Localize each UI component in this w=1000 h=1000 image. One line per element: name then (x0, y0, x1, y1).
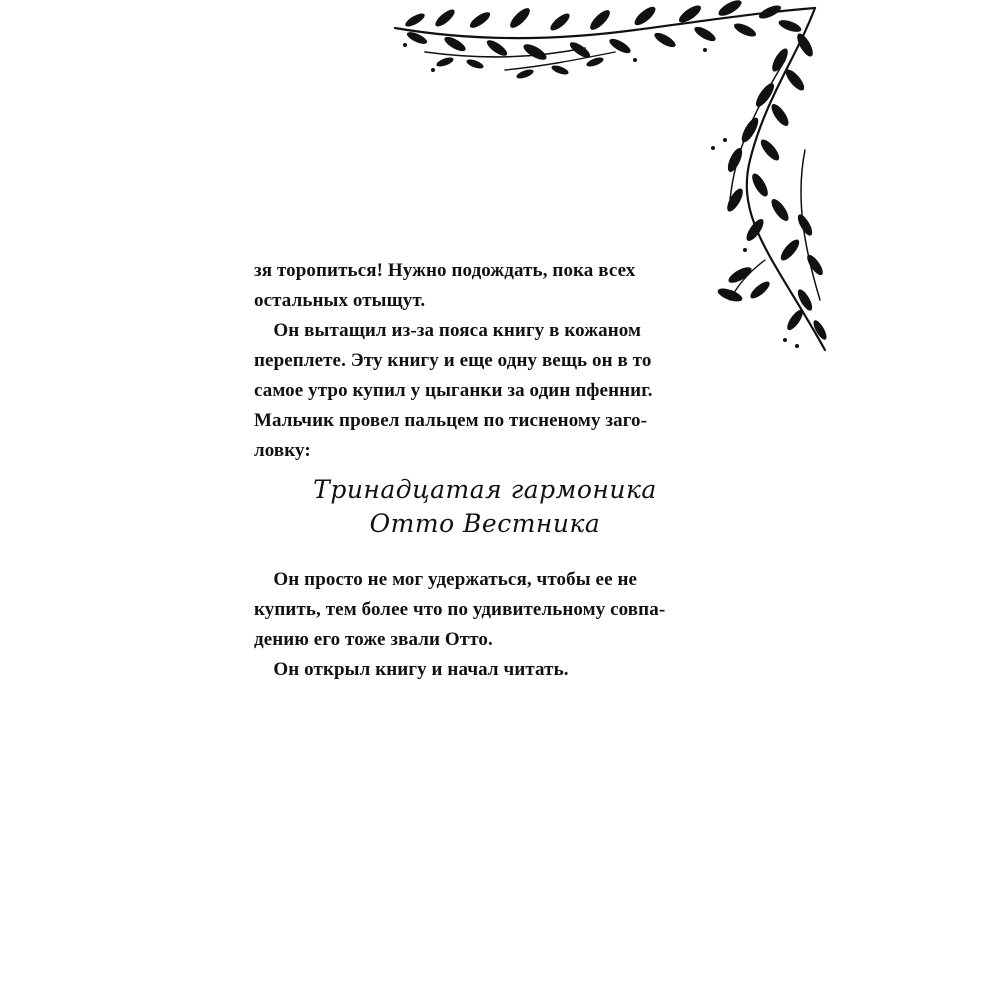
paragraph-block-before-title (254, 256, 716, 466)
book-title (254, 473, 716, 541)
text-line: зя торопиться! Нужно подождать, пока всех (254, 260, 636, 281)
text-line: дению его тоже звали Отто. (254, 629, 493, 650)
text-line: Он вытащил из-за пояса книгу в кожаном (254, 320, 642, 341)
text-line: Он открыл книгу и начал читать. (254, 659, 569, 680)
paragraph-block-after-title (254, 565, 716, 685)
text-line: переплете. Эту книгу и еще одну вещь он в то (254, 350, 652, 371)
book-title-line-2: Отто Вестника (369, 509, 601, 538)
text-line: ловку: (254, 440, 311, 461)
text-line: остальных отыщут. (254, 290, 426, 311)
text-line: купить, тем более что по удивительному совпа- (254, 599, 666, 620)
book-title-line-1: Тринадцатая гармоника (313, 475, 657, 504)
text-line: Он просто не мог удержаться, чтобы ее не (254, 569, 638, 590)
text-line: самое утро купил у цыганки за один пфенниг. (254, 380, 653, 401)
text-line: Мальчик провел пальцем по тисненому заго- (254, 410, 648, 431)
